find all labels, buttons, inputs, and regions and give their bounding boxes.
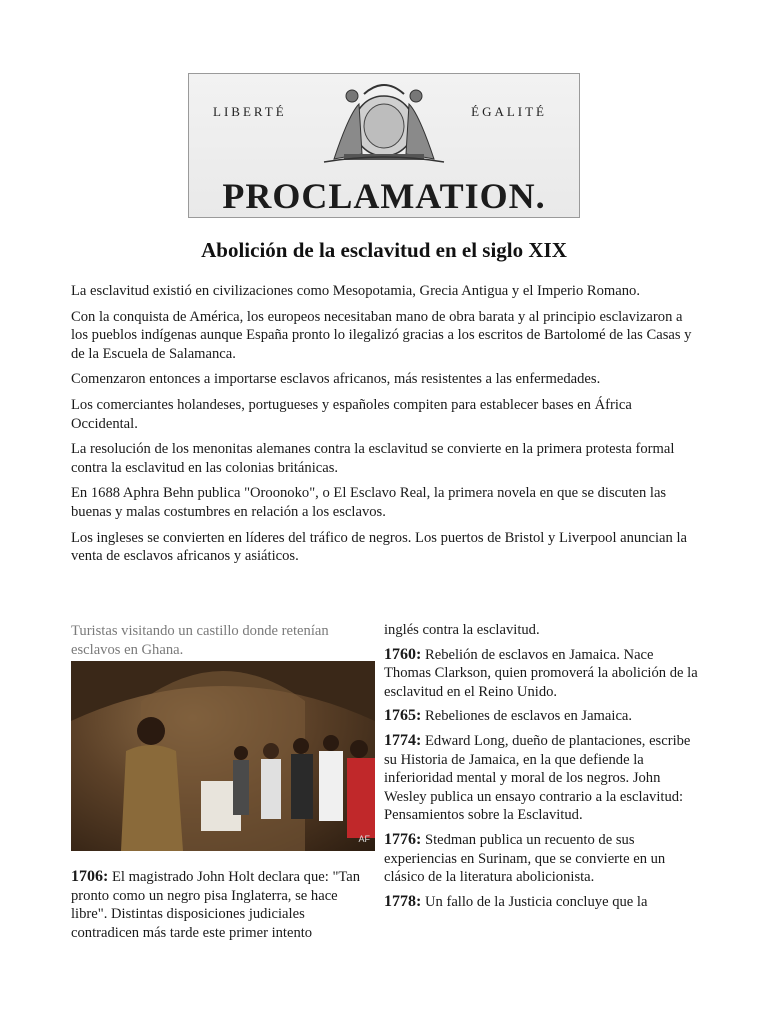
proclamation-banner-image xyxy=(188,73,580,218)
intro-paragraph: Los comerciantes holandeses, portugueses y españoles compiten para establecer bases en África Occidental. xyxy=(71,396,632,432)
timeline-text: Rebelión de esclavos en Jamaica. Nace Thomas Clarkson, quien promoverá la abolición de la esclavitud en el Reino Unido. xyxy=(384,646,698,700)
timeline-year: 1760: xyxy=(384,645,422,663)
intro-paragraph: Con la conquista de América, los europeos necesitaban mano de obra barata y al principio esclavizaron a los pueblos indígenas aunque España pronto lo ilegalizó gracias a los escritos de Bartolomé de las Casas y de la Escuela de Salamanca. xyxy=(71,308,692,362)
timeline-year: 1765: xyxy=(384,707,422,725)
right-column xyxy=(384,621,700,917)
intro-section xyxy=(71,282,701,573)
ghana-castle-photo xyxy=(71,661,375,851)
photo-watermark: AF xyxy=(358,833,370,844)
banner-left-word: LIBERTÉ xyxy=(213,104,287,119)
timeline-text: El magistrado John Holt declara que: "Tan pronto como un negro pisa Inglaterra, se hace libre". Distintas disposiciones judiciales contradicen más tarde este primer intento xyxy=(71,869,361,941)
page-title: Abolición de la esclavitud en el siglo XIX xyxy=(201,238,567,262)
timeline-year: 1778: xyxy=(384,892,422,910)
intro-paragraph: Los ingleses se convierten en líderes del tráfico de negros. Los puertos de Bristol y Liverpool anuncian la venta de esclavos africanos y asiáticos. xyxy=(71,529,688,565)
intro-paragraph: La esclavitud existió en civilizaciones como Mesopotamia, Grecia Antigua y el Imperio Romano. xyxy=(71,283,640,299)
timeline-entry xyxy=(384,707,700,726)
banner-right-word: ÉGALITÉ xyxy=(471,104,547,119)
timeline-entry xyxy=(384,831,700,887)
timeline-entry xyxy=(384,646,700,702)
timeline-text: Rebeliones de esclavos en Jamaica. xyxy=(421,708,633,725)
timeline-text: Stedman publica un recuento de sus experiencias en Surinam, que se convierte en un clásico de la literatura abolicionista. xyxy=(384,831,666,886)
photo-illustration xyxy=(71,661,375,851)
timeline-text: Un fallo de la Justicia concluye que la xyxy=(421,893,648,910)
timeline-year: 1706: xyxy=(71,868,109,886)
republic-emblem-icon xyxy=(304,74,464,174)
timeline-entry xyxy=(71,868,375,942)
timeline-year: 1776: xyxy=(384,830,422,848)
intro-paragraph: La resolución de los menonitas alemanes contra la esclavitud se convierte en la primera protesta formal contra la esclavitud en las colonias británicas. xyxy=(71,441,675,476)
banner-headline: PROCLAMATION. xyxy=(222,176,546,216)
timeline-year: 1774: xyxy=(384,731,422,749)
timeline-continuation: inglés contra la esclavitud. xyxy=(384,622,540,638)
timeline-entry xyxy=(384,732,700,825)
left-column xyxy=(71,622,375,949)
intro-paragraph: En 1688 Aphra Behn publica "Oroonoko", o El Esclavo Real, la primera novela en que se discuten las buenas y malas costumbres en relación a los esclavos. xyxy=(71,485,667,520)
photo-caption: Turistas visitando un castillo donde retenían esclavos en Ghana. xyxy=(71,623,329,658)
timeline-entry xyxy=(384,893,700,912)
timeline-text: Edward Long, dueño de plantaciones, escribe su Historia de Jamaica, en la que defiende la inferioridad mental y moral de los negros. John Wesley publica un ensayo contrario a la esclavitud: Pensamientos sobre la Esclavitud. xyxy=(384,732,691,824)
intro-paragraph: Comenzaron entonces a importarse esclavos africanos, más resistentes a las enfermedades. xyxy=(71,371,601,388)
